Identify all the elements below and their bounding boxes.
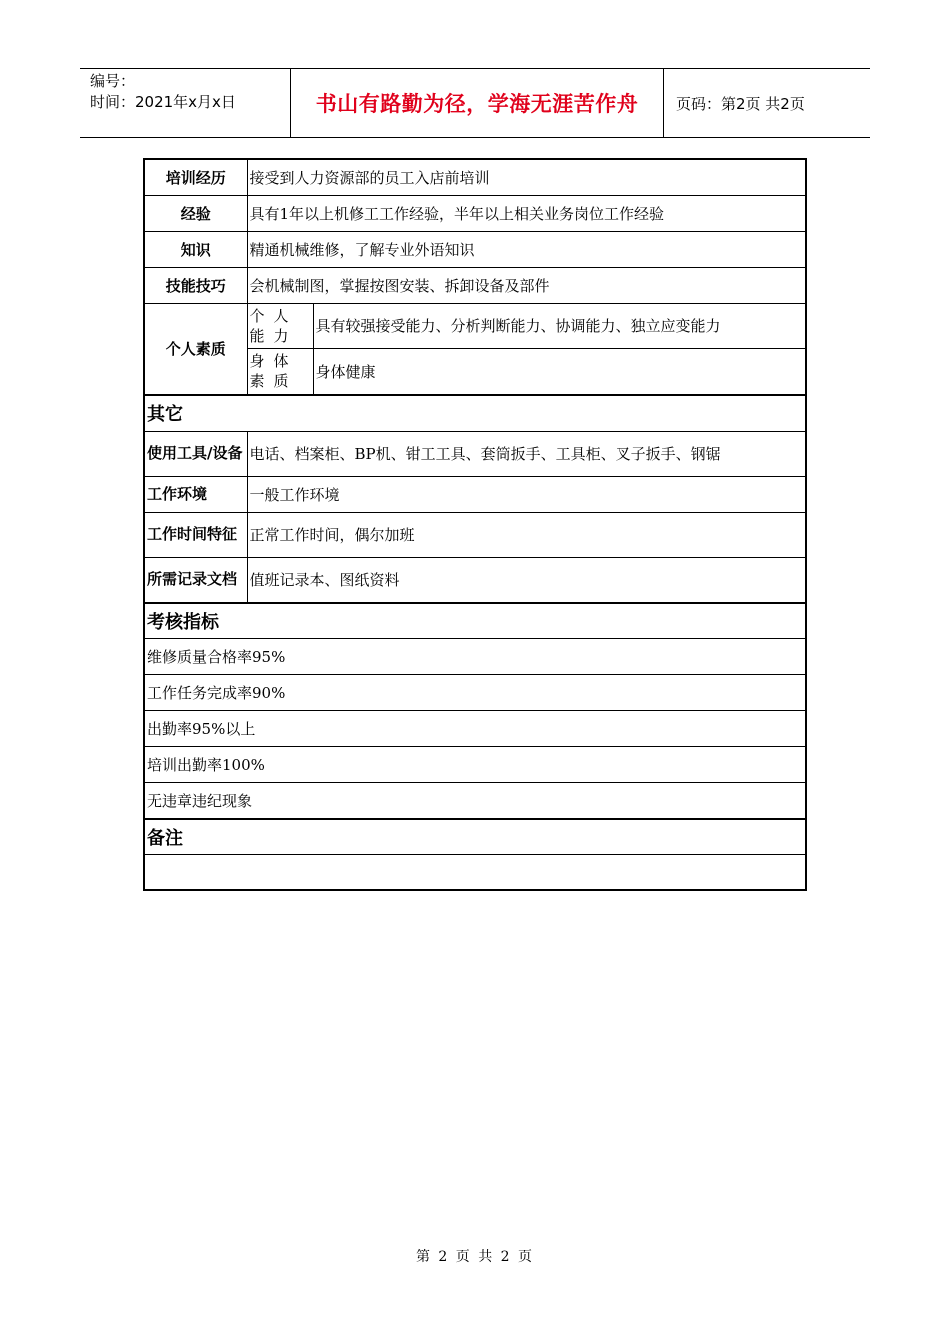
section-title-assessment: 考核指标: [144, 603, 806, 638]
row-value: 接受到人力资源部的员工入店前培训: [247, 159, 806, 195]
list-item: [144, 746, 806, 782]
table-row: [144, 431, 806, 476]
list-item: [144, 782, 806, 819]
assessment-item: 维修质量合格率95%: [144, 638, 806, 674]
assessment-item: 工作任务完成率90%: [144, 674, 806, 710]
job-description-table: [143, 158, 807, 891]
row-label: 工作时间特征: [144, 512, 247, 557]
table-row: [144, 195, 806, 231]
row-label: 所需记录文档: [144, 557, 247, 603]
row-value: 具有1年以上机修工工作经验，半年以上相关业务岗位工作经验: [247, 195, 806, 231]
section-header: [144, 395, 806, 431]
remarks-content: [144, 854, 806, 890]
list-item: [144, 674, 806, 710]
list-item: [144, 638, 806, 674]
assessment-item: 培训出勤率100%: [144, 746, 806, 782]
table-row: [144, 303, 806, 348]
table-row: [144, 231, 806, 267]
row-label: 培训经历: [144, 159, 247, 195]
table-row: [144, 512, 806, 557]
section-title-remarks: 备注: [144, 819, 806, 854]
row-label: 知识: [144, 231, 247, 267]
assessment-item: 出勤率95%以上: [144, 710, 806, 746]
document-date: 时间：2021年x月x日: [90, 93, 236, 111]
row-label: 技能技巧: [144, 267, 247, 303]
section-header: [144, 819, 806, 854]
table-row: [144, 476, 806, 512]
row-value: 正常工作时间，偶尔加班: [247, 512, 806, 557]
table-row: [144, 557, 806, 603]
row-value: 电话、档案柜、BP机、钳工工具、套筒扳手、工具柜、叉子扳手、钢锯: [247, 431, 806, 476]
document-number: 编号：: [90, 72, 136, 90]
table-row: [144, 267, 806, 303]
sub-value: 具有较强接受能力、分析判断能力、协调能力、独立应变能力: [313, 303, 806, 348]
sub-label: 身体素质: [247, 348, 313, 395]
section-header: [144, 603, 806, 638]
row-label: 使用工具/设备: [144, 431, 247, 476]
page-header: [80, 68, 870, 138]
remarks-row: [144, 854, 806, 890]
sub-value: 身体健康: [313, 348, 806, 395]
header-page-info: 页码：第2页 共2页: [676, 94, 805, 113]
page-footer: 第 2 页 共 2 页: [415, 1249, 535, 1265]
list-item: [144, 710, 806, 746]
row-value: 精通机械维修，了解专业外语知识: [247, 231, 806, 267]
sub-label: 个人能力: [247, 303, 313, 348]
row-value: 一般工作环境: [247, 476, 806, 512]
row-value: 值班记录本、图纸资料: [247, 557, 806, 603]
row-label: 工作环境: [144, 476, 247, 512]
row-value: 会机械制图，掌握按图安装、拆卸设备及部件: [247, 267, 806, 303]
row-label: 经验: [144, 195, 247, 231]
personal-quality-label: 个人素质: [144, 303, 247, 395]
table-row: [144, 159, 806, 195]
section-title-other: 其它: [144, 395, 806, 431]
header-meta: [80, 69, 291, 137]
assessment-item: 无违章违纪现象: [144, 782, 806, 819]
header-motto: 书山有路勤为径，学海无涯苦作舟: [291, 69, 664, 137]
